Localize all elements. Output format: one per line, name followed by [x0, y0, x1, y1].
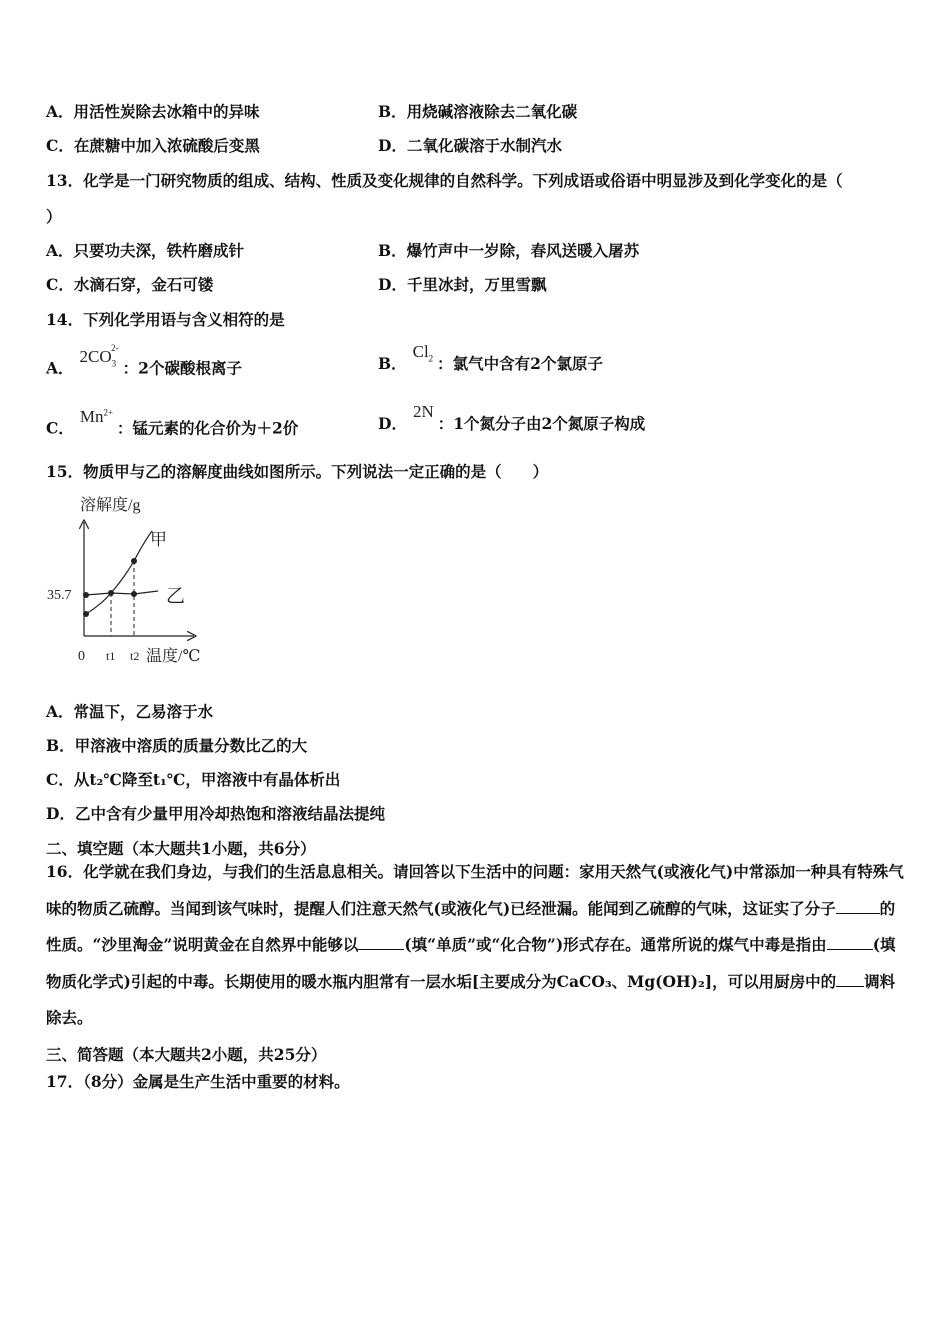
q16-blank-2[interactable]: [358, 935, 404, 950]
q15-option-b: B．甲溶液中溶质的质量分数比乙的大: [46, 736, 308, 755]
q14-option-c: [46, 406, 299, 440]
q14-c-formula-sup: 2+: [103, 407, 114, 417]
q14-stem: 14．下列化学用语与含义相符的是: [46, 310, 285, 329]
q14-option-b-label: B．: [378, 354, 407, 373]
q14-a-formula-sup: 2-: [111, 343, 119, 353]
x-tick-label-t1: t1: [106, 649, 116, 663]
q13-option-c: C．水滴石穿，金石可镂: [46, 275, 214, 294]
q16-blank-4[interactable]: [836, 972, 864, 987]
y-axis-label: 溶解度/g: [80, 497, 141, 514]
q15-option-a: A．常温下，乙易溶于水: [46, 702, 214, 721]
q15-option-c: C．从t₂℃降至t₁℃，甲溶液中有晶体析出: [46, 770, 341, 789]
q13-option-d: D．千里冰封，万里雪飘: [378, 275, 547, 294]
q16-text-1: 16．化学就在我们身边，与我们的生活息息相关。请回答以下生活中的问题：家用天然气(或液化气)中常添加一种具有特殊气味的物质乙硫醇。当闻到该气味时，提醒人们注意天然气(或液化气)已经泄漏。能闻到乙硫醇的气味，这证实了分子: [46, 862, 904, 918]
q14-option-b-text: ：氯气中含有2个氯原子: [437, 354, 603, 373]
q15-stem: 15．物质甲与乙的溶解度曲线如图所示。下列说法一定正确的是（ ）: [46, 462, 549, 481]
q13-option-b: B．爆竹声中一岁除，春风送暖入屠苏: [378, 241, 640, 260]
series-label-jia: 甲: [150, 530, 167, 549]
q16-text-2: 的性质。“沙里淘金”说明黄金在自然界中能够以: [46, 898, 896, 954]
q14-a-formula-main: 2CO: [79, 346, 112, 366]
q14-option-c-formula: [80, 407, 113, 426]
q15-option-d: D．乙中含有少量甲用冷却热饱和溶液结晶法提纯: [46, 804, 385, 823]
q14-b-formula-sub: 2: [428, 353, 434, 364]
q16-blank-3[interactable]: [827, 935, 873, 950]
q14-option-d-formula: 2N: [412, 402, 434, 421]
point-origin-yi: [83, 592, 89, 598]
point-jia-t2: [131, 558, 137, 564]
q14-option-b-formula: [412, 342, 434, 364]
q14-option-a-text: ：2个碳酸根离子: [122, 358, 242, 378]
q14-b-formula-main: Cl: [412, 342, 429, 361]
q16-blank-1[interactable]: [836, 899, 880, 914]
q13-stem-end: ）: [46, 207, 62, 226]
q14-c-formula-main: Mn: [79, 406, 104, 426]
q14-option-d: [378, 402, 646, 435]
q12-option-d: D．二氧化碳溶于水制汽水: [378, 136, 562, 155]
q17-stem: 17．（8分）金属是生产生活中重要的材料。: [46, 1072, 350, 1091]
q12-option-a: A．用活性炭除去冰箱中的异味: [46, 102, 260, 121]
y-tick-label: 35.7: [47, 588, 72, 603]
x-axis-label: 温度/℃: [146, 648, 201, 665]
q14-a-formula-sub: 3: [111, 358, 117, 369]
q12-option-c: C．在蔗糖中加入浓硫酸后变黑: [46, 136, 260, 155]
q14-option-d-text: ：1个氮分子由2个氮原子构成: [437, 414, 646, 433]
q16-text-5: 调料除去。: [46, 971, 896, 1027]
series-jia-curve: [86, 531, 152, 614]
solubility-chart: [44, 490, 224, 680]
q14-option-c-text: ：锰元素的化合价为＋2价: [117, 418, 299, 438]
point-yi-t2: [131, 591, 137, 597]
q13-option-a: A．只要功夫深，铁杵磨成针: [46, 241, 245, 260]
q16-text-4: (填物质化学式)引起的中毒。长期使用的暖水瓶内胆常有一层水垢[主要成分为CaCO₃、Mg(OH)₂]，可以用厨房中的: [46, 935, 896, 991]
q14-option-a-label: A．: [46, 358, 74, 378]
point-jia-start: [83, 611, 89, 617]
q14-option-b: [378, 342, 603, 381]
series-yi-curve: [86, 591, 158, 595]
x-tick-label-t2: t2: [130, 649, 140, 663]
q14-option-d-label: D．: [378, 414, 407, 433]
series-label-yi: 乙: [166, 586, 186, 607]
section3-title: 三、简答题（本大题共2小题，共25分）: [46, 1045, 327, 1064]
q16-text-3: (填“单质”或“化合物”)形式存在。通常所说的煤气中毒是指由: [404, 935, 827, 954]
q14-option-a-formula: [79, 343, 119, 369]
point-intersection: [108, 590, 114, 596]
section2-title: 二、填空题（本大题共1小题，共6分）: [46, 839, 316, 858]
origin-label: 0: [78, 649, 85, 664]
q14-option-c-label: C．: [46, 418, 74, 438]
q12-option-b: B．用烧碱溶液除去二氧化碳: [378, 102, 578, 121]
q14-option-a: [46, 343, 242, 386]
q13-stem: 13．化学是一门研究物质的组成、结构、性质及变化规律的自然科学。下列成语或俗语中明显涉及到化学变化的是（: [46, 171, 843, 190]
q16-paragraph: [46, 854, 906, 1037]
